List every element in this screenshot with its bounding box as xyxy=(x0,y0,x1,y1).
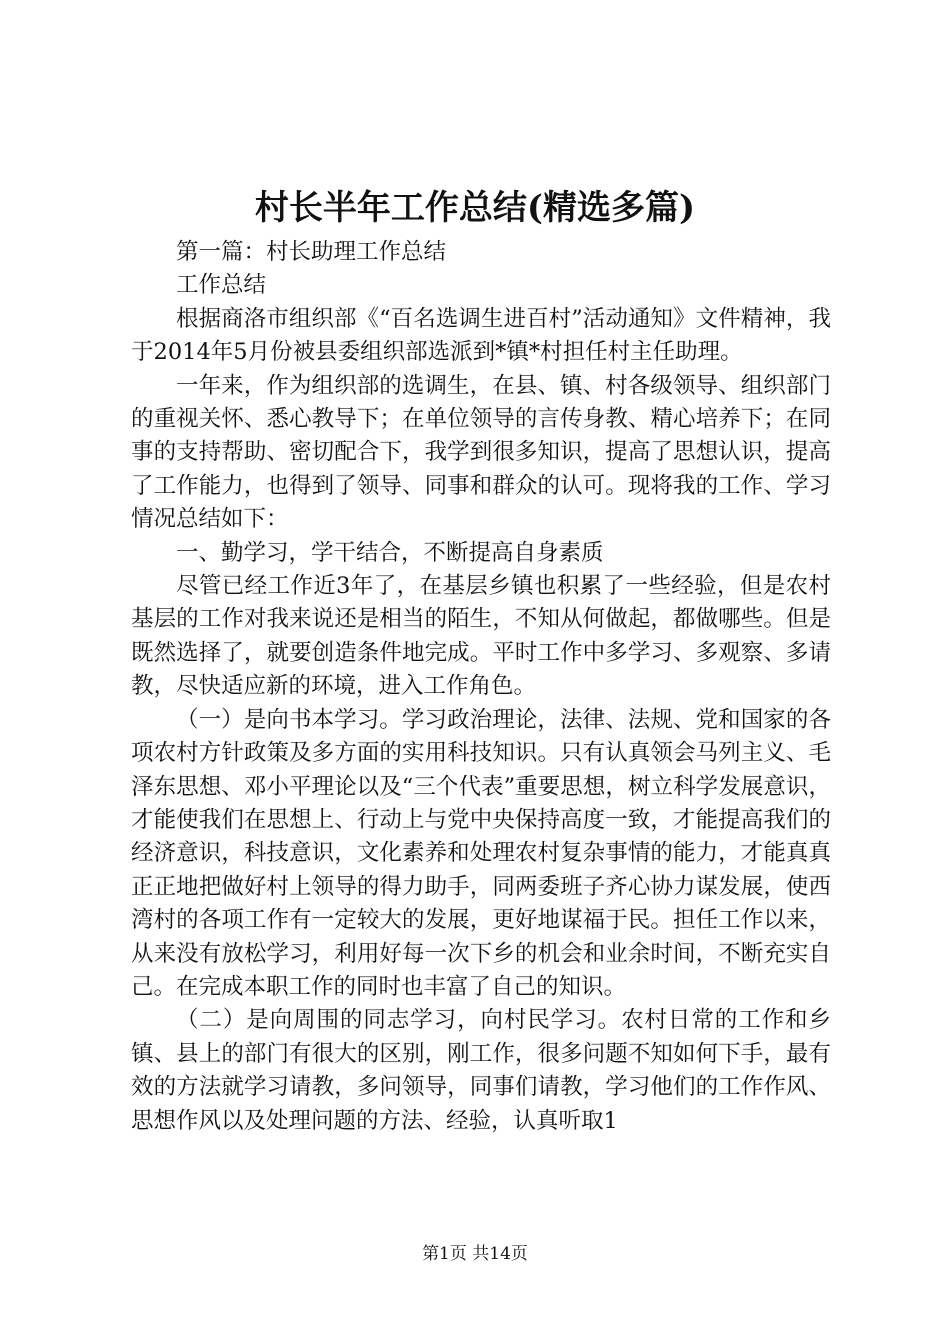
body-paragraph: （二）是向周围的同志学习，向村民学习。农村日常的工作和乡镇、县上的部门有很大的区别，刚工作，很多问题不知如何下手，最有效的方法就学习请教，多问领导，同事们请教，学习他们的工作作风、思想作风以及处理问题的方法、经验，认真听取1 xyxy=(131,1007,831,1134)
body-paragraph: 尽管已经工作近3年了，在基层乡镇也积累了一些经验，但是农村基层的工作对我来说还是相当的陌生，不知从何做起，都做哪些。但是既然选择了，就要创造条件地完成。平时工作中多学习、多观察、多请教，尽快适应新的环境，进入工作角色。 xyxy=(131,573,831,700)
subheading: 工作总结 xyxy=(176,272,267,299)
page-number-footer: 第1页 共14页 xyxy=(422,1244,528,1264)
section-heading: 一、勤学习，学干结合，不断提高自身素质 xyxy=(176,539,604,566)
section-heading: 第一篇：村长助理工作总结 xyxy=(176,239,447,265)
document-body xyxy=(131,236,831,1138)
body-paragraph: 根据商洛市组织部《“百名选调生进百村”活动通知》文件精神，我于2014年5月份被县委组织部选派到*镇*村担任村主任助理。 xyxy=(131,305,831,366)
document-title: 村长半年工作总结(精选多篇) xyxy=(254,188,696,228)
body-paragraph: 一年来，作为组织部的选调生，在县、镇、村各级领导、组织部门的重视关怀、悉心教导下；在单位领导的言传身教、精心培养下；在同事的支持帮助、密切配合下，我学到很多知识，提高了思想认识，提高了工作能力，也得到了领导、同事和群众的认可。现将我的工作、学习情况总结如下： xyxy=(131,372,831,533)
body-paragraph: （一）是向书本学习。学习政治理论，法律、法规、党和国家的各项农村方针政策及多方面的实用科技知识。只有认真领会马列主义、毛泽东思想、邓小平理论以及“三个代表”重要思想，树立科学发展意识，才能使我们在思想上、行动上与党中央保持高度一致，才能提高我们的经济意识，科技意识，文化素养和处理农村复杂事情的能力，才能真真正正地把做好村上领导的得力助手，同两委班子齐心协力谋发展，使西湾村的各项工作有一定较大的发展，更好地谋福于民。担任工作以来，从来没有放松学习，利用好每一次下乡的机会和业余时间，不断充实自己。在完成本职工作的同时也丰富了自己的知识。 xyxy=(131,706,831,1000)
